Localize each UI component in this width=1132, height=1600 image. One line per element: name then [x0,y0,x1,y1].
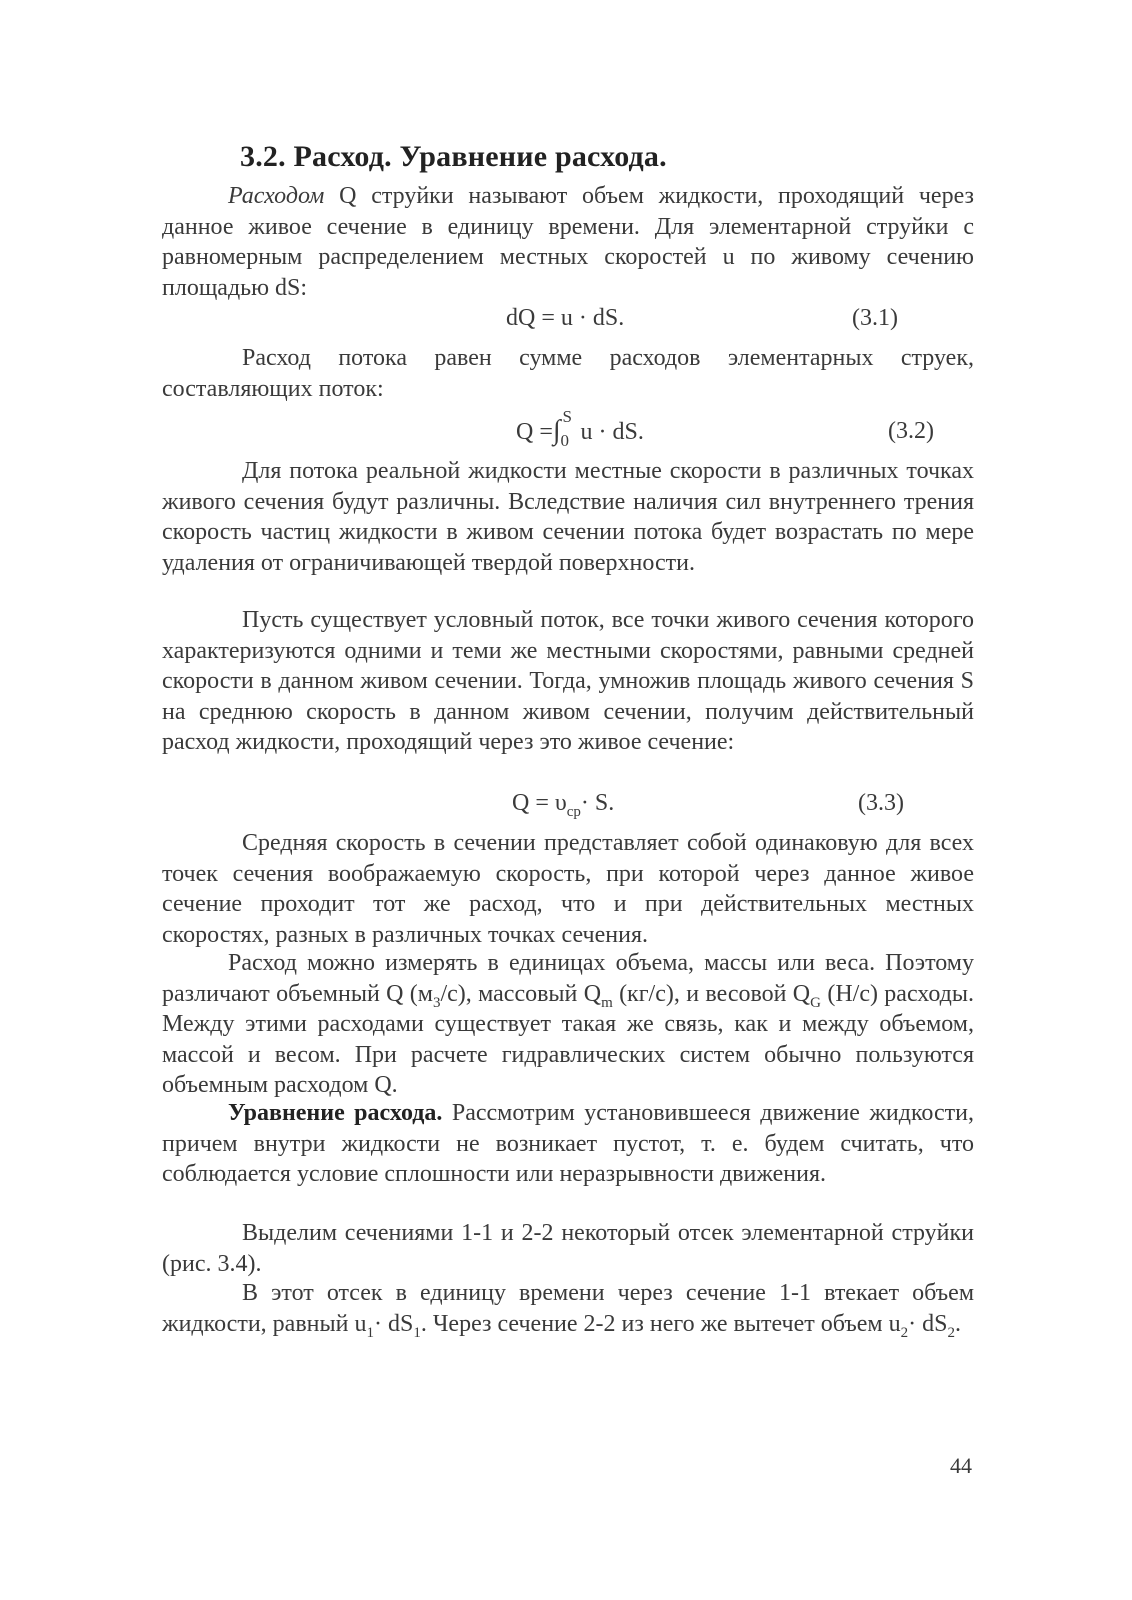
integral-upper-limit: S [562,407,573,427]
subscript: m [601,994,613,1011]
subscript: 1 [366,1324,374,1341]
text-run: (кг/с), и весовой Q [612,980,811,1007]
text-run: · dS [908,1310,948,1337]
formula-3-1: dQ = u · dS. [506,305,625,331]
paragraph-volume [162,1278,974,1339]
term-flow-equation: Уравнение расхода. [228,1100,443,1126]
text-run: /с), массовый Q [440,980,602,1007]
text-run: (Н/с) расходы. Между этими расходами существует такая же связь, как и между объемом, массой и весом. При расчете гидравлических систем обычно пользуются объемным расходом Q. [162,980,975,1098]
formula-3-3-lhs: Q = υ [512,790,567,816]
text-run: . Через сечение 2-2 из него же вытечет объем u [420,1310,901,1337]
text-run: В этот отсек в единицу времени через сечение 1-1 втекает объем жидкости, равный u [162,1280,974,1337]
paragraph-definition [162,181,974,303]
formula-rhs: u · dS. [574,419,644,445]
text-run: · dS [373,1310,414,1337]
equation-number-3-1: (3.1) [852,305,898,331]
page-number: 44 [950,1453,972,1478]
text-run: Расход можно измерять в единицах объема, массы или веса. Поэтому различают объемный Q (м [162,950,974,1007]
text-run: . [954,1310,961,1337]
formula-3-3-rhs: · S. [580,790,615,816]
paragraph-text: Рассмотрим установившееся движение жидкости, причем внутри жидкости не возникает пустот, т. е. будем считать, что соблюдается условие сплошности или неразрывности движения. [162,1100,974,1187]
integral-limits [560,407,575,451]
paragraph-mean-velocity: Средняя скорость в сечении представляет собой одинаковую для всех точек сечения воображаемую скорость, при которой через данное живое сечение проходит тот же расход, что и при действительных местных скоростях, разных в различных точках сечения. [162,830,974,948]
paragraph-units [162,948,974,1101]
term-flow-rate: Расходом [228,183,325,209]
paragraph-stream-sum: Расход потока равен сумме расходов элементарных струек, составляющих поток: [162,345,974,402]
section-heading: 3.2. Расход. Уравнение расхода. [240,140,667,173]
integral-lower-limit: 0 [560,431,570,451]
subscript: 2 [900,1324,909,1341]
paragraph-real-fluid: Для потока реальной жидкости местные скорости в различных точках живого сечения будут различны. Вследствие наличия сил внутреннего трения скорость частиц жидкости в живом сечении потока будет возрастать по мере удаления от ограничивающей твердой поверхности. [162,458,974,576]
subscript: 3 [432,994,441,1011]
subscript: 1 [413,1324,421,1341]
formula-3-2 [516,407,644,451]
paragraph-continuity [162,1098,974,1190]
equation-number-3-3: (3.3) [858,790,904,816]
paragraph-sections: Выделим сечениями 1-1 и 2-2 некоторый отсек элементарной струйки (рис. 3.4). [162,1220,974,1277]
formula-3-3 [512,790,615,820]
subscript: G [810,994,821,1011]
formula-3-3-subscript: ср [566,803,581,820]
paragraph-text: Q струйки называют объем жидкости, проходящий через данное живое сечение в единицу времени. Для элементарной струйки с равномерным распределением местных скоростей u по живому сечению площадью dS: [162,183,974,301]
formula-lhs: Q = [516,419,553,445]
integral-sign: ∫ [552,415,561,446]
equation-number-3-2: (3.2) [888,418,934,444]
paragraph-conditional-flow: Пусть существует условный поток, все точки живого сечения которого характеризуются одними и теми же местными скоростями, равными средней скорости в данном живом сечении. Тогда, умножив площадь живого сечения S на среднюю скорость в данном живом сечении, получим действительный расход жидкости, проходящий через это живое сечение: [162,607,974,755]
subscript: 2 [947,1324,955,1341]
